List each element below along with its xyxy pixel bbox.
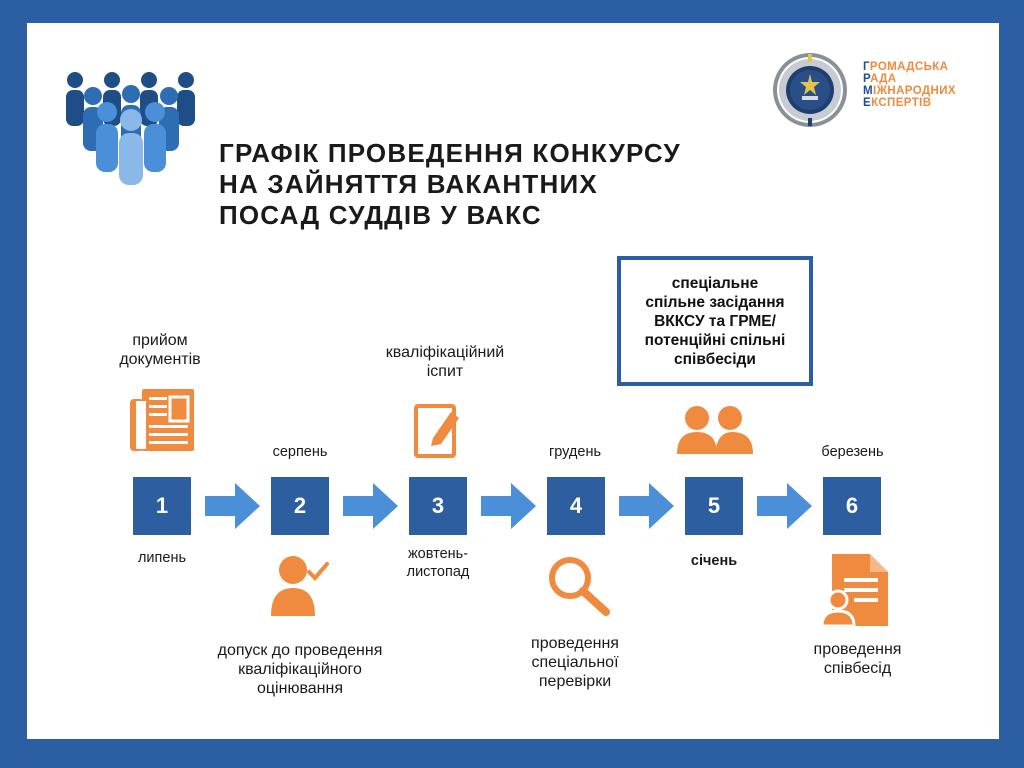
- arrow-right-icon: [205, 483, 260, 529]
- arrow-right-icon: [481, 483, 536, 529]
- month-2-label: серпень: [272, 444, 328, 460]
- user-check-icon: [271, 554, 331, 616]
- arrow-right-icon: [757, 483, 812, 529]
- arrow-right-icon: [343, 483, 398, 529]
- activity-3-label: кваліфікаційний іспит: [385, 344, 505, 380]
- title-line: ГРАФІК ПРОВЕДЕННЯ КОНКУРСУ: [219, 138, 681, 168]
- title-line: НА ЗАЙНЯТТЯ ВАКАНТНИХ: [219, 169, 598, 199]
- org-line: МІЖНАРОДНИХ: [863, 85, 956, 97]
- arrow-right-icon: [619, 483, 674, 529]
- month-3-label: жовтень- листопад: [406, 546, 470, 580]
- step-5-box: 5: [685, 477, 743, 535]
- month-6-label: березень: [821, 444, 884, 460]
- activity-4-label: проведення спеціальної перевірки: [531, 635, 619, 690]
- people-group-icon: [62, 70, 204, 188]
- month-1-label: липень: [137, 550, 187, 566]
- activity-1-label: прийом документів: [119, 332, 201, 368]
- exam-edit-icon: [413, 400, 465, 460]
- step-6-box: 6: [823, 477, 881, 535]
- org-name: [863, 61, 956, 109]
- org-line: ЕКСПЕРТІВ: [863, 97, 932, 109]
- month-4-label: грудень: [548, 444, 602, 460]
- documents-icon: [130, 389, 194, 455]
- step-1-box: 1: [133, 477, 191, 535]
- org-line: РАДА: [863, 73, 897, 85]
- joint-session-box: спеціальне спільне засідання ВККСУ та ГРМЕ/ потенційні спільні співбесіди: [617, 256, 813, 386]
- step-3-box: 3: [409, 477, 467, 535]
- activity-6-label: проведення співбесід: [813, 641, 902, 677]
- page-title: [219, 138, 779, 231]
- title-line: ПОСАД СУДДІВ У ВАКС: [219, 200, 542, 230]
- step-2-box: 2: [271, 477, 329, 535]
- org-seal-logo: [772, 52, 848, 128]
- resume-document-icon: [822, 554, 888, 626]
- search-icon: [548, 556, 612, 616]
- step-4-box: 4: [547, 477, 605, 535]
- month-5-label: січень: [690, 553, 738, 569]
- org-line: ГРОМАДСЬКА: [863, 61, 949, 73]
- interview-people-icon: [677, 404, 753, 456]
- activity-2-label: допуск до проведення кваліфікаційного оцінювання: [217, 642, 383, 697]
